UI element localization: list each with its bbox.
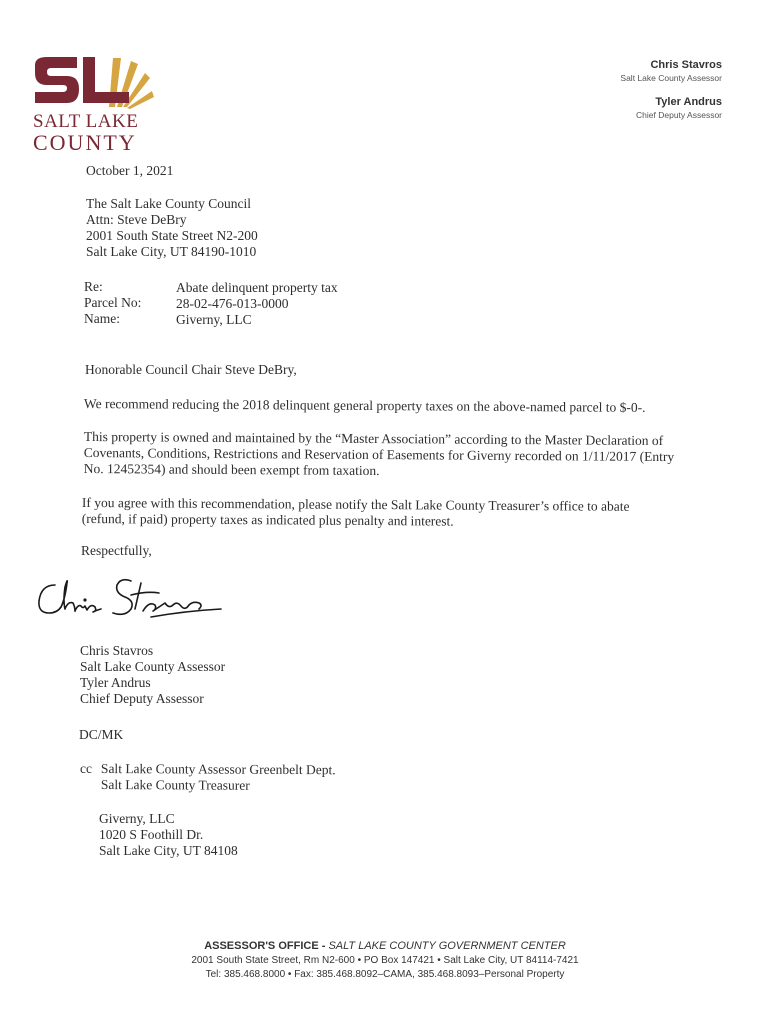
paragraph-line: (refund, if paid) property taxes as indicated plus penalty and interest.: [81, 510, 454, 529]
paragraph-line: If you agree with this recommendation, please notify the Salt Lake County Treasurer’s office to abate: [81, 495, 630, 514]
paragraph-line: This property is owned and maintained by the “Master Association” according to the Master Declaration of: [83, 429, 664, 449]
header-deputy-title: Chief Deputy Assessor: [636, 110, 722, 120]
sl-logo-icon: [33, 55, 155, 111]
footer-office: ASSESSOR'S OFFICE -: [204, 940, 326, 952]
paragraph-recommendation: We recommend reducing the 2018 delinquent general property taxes on the above-named parcel to $-0-.: [83, 396, 646, 415]
paragraph-line: No. 12452354) and should been exempt from taxation.: [83, 460, 380, 479]
header-assessor-title: Salt Lake County Assessor: [620, 73, 722, 83]
county-logo: [33, 55, 155, 155]
logo-line-salt-lake: SALT LAKE: [33, 111, 139, 132]
cc-address-line: 1020 S Foothill Dr.: [99, 827, 204, 842]
name-value: Giverny, LLC: [176, 312, 252, 327]
handwritten-signature: [35, 573, 225, 623]
parcel-value: 28-02-476-013-0000: [176, 296, 289, 311]
cc-recipient: Salt Lake County Treasurer: [100, 776, 250, 793]
cc-recipient: Salt Lake County Assessor Greenbelt Dept.: [100, 761, 336, 778]
signer-line: Chris Stavros: [80, 643, 154, 658]
signer-line: Chief Deputy Assessor: [80, 691, 204, 706]
parcel-label: Parcel No:: [84, 295, 142, 310]
signer-line: Salt Lake County Assessor: [80, 659, 226, 674]
closing: Respectfully,: [81, 543, 152, 558]
paragraph-instruction: [82, 495, 630, 531]
recipient-line: The Salt Lake County Council: [86, 196, 251, 211]
typist-initials: DC/MK: [79, 727, 124, 742]
paragraph-exemption: [84, 429, 675, 481]
footer-center: SALT LAKE COUNTY GOVERNMENT CENTER: [328, 940, 566, 952]
recipient-line: 2001 South State Street N2-200: [86, 228, 258, 243]
reference-block: [0, 279, 770, 329]
recipient-line: Attn: Steve DeBry: [86, 212, 187, 227]
cc-address-line: Salt Lake City, UT 84108: [99, 843, 238, 858]
re-label: Re:: [84, 279, 103, 294]
re-value: Abate delinquent property tax: [176, 280, 338, 295]
footer-address: 2001 South State Street, Rm N2-600 • PO Box 147421 • Salt Lake City, UT 84114-7421: [191, 955, 579, 966]
name-label: Name:: [84, 311, 120, 326]
letter-date: October 1, 2021: [86, 163, 174, 178]
salutation: Honorable Council Chair Steve DeBry,: [85, 362, 297, 377]
cc-address-block: [99, 811, 238, 859]
signer-block: [80, 643, 225, 707]
recipient-block: [86, 196, 258, 260]
cc-list: [101, 761, 336, 794]
header-deputy-name: Tyler Andrus: [655, 96, 722, 108]
logo-line-county: COUNTY: [33, 130, 137, 155]
cc-label: cc: [80, 761, 92, 776]
header-assessor-name: Chris Stavros: [650, 59, 722, 71]
paragraph-line: Covenants, Conditions, Restrictions and Reservation of Easements for Giverny recorded on 1/11/2017 (Entry: [83, 444, 675, 465]
footer-phones: Tel: 385.468.8000 • Fax: 385.468.8092–CAMA, 385.468.8093–Personal Property: [205, 969, 565, 980]
recipient-line: Salt Lake City, UT 84190-1010: [86, 244, 257, 259]
signer-line: Tyler Andrus: [80, 675, 151, 690]
cc-address-line: Giverny, LLC: [99, 811, 175, 826]
footer-title: [0, 940, 770, 952]
